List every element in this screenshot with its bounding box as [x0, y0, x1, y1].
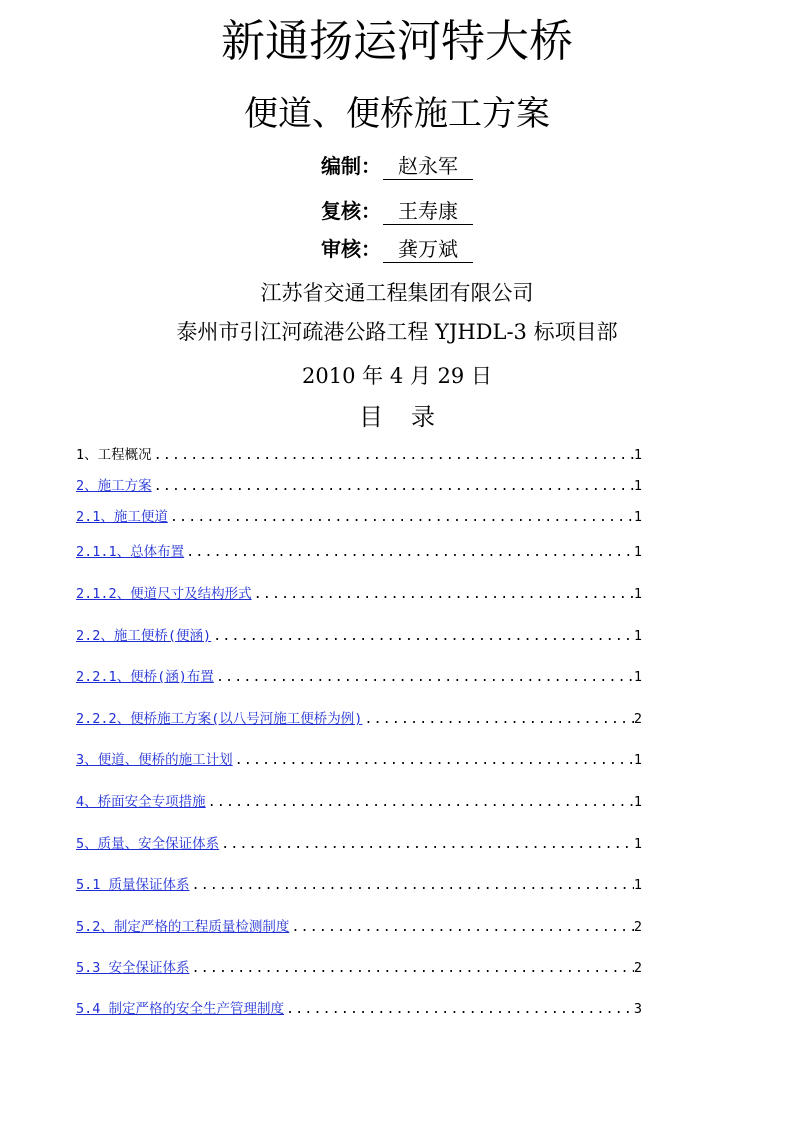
- toc-entry-title: 1、工程概况: [76, 447, 152, 463]
- toc-dot-leader: [190, 876, 634, 894]
- approver-name: 龚万斌: [383, 236, 473, 263]
- toc-dot-leader: [233, 751, 634, 769]
- toc-entry-title[interactable]: 5.2、制定严格的工程质量检测制度: [76, 919, 290, 935]
- toc-entry-title[interactable]: 2.2、施工便桥(便涵): [76, 628, 212, 644]
- toc-dot-leader: [214, 668, 634, 686]
- toc-entry-title[interactable]: 5.1 质量保证体系: [76, 877, 190, 893]
- company-name: 江苏省交通工程集团有限公司: [260, 281, 534, 305]
- toc-page-number: 1: [633, 877, 642, 893]
- toc-page-number: 3: [633, 1001, 642, 1017]
- toc-entry-title[interactable]: 2.2.2、便桥施工方案(以八号河施工便桥为例): [76, 711, 363, 727]
- reviewer-name: 王寿康: [383, 198, 473, 225]
- toc-dot-leader: [168, 508, 634, 526]
- toc-entry[interactable]: [76, 710, 642, 728]
- compiler-name: 赵永军: [383, 153, 473, 180]
- approver-line: [0, 236, 794, 263]
- toc-page-number: 1: [633, 669, 642, 685]
- toc-entry[interactable]: [76, 585, 642, 603]
- toc-dot-leader: [206, 793, 634, 811]
- toc-entry: [76, 446, 642, 464]
- toc-entry-title[interactable]: 5.3 安全保证体系: [76, 960, 190, 976]
- toc-dot-leader: [252, 585, 634, 603]
- toc-entry-title[interactable]: 5.4 制定严格的安全生产管理制度: [76, 1001, 285, 1017]
- toc-dot-leader: [152, 477, 634, 495]
- toc-page-number: 1: [633, 478, 642, 494]
- toc-page-number: 2: [633, 711, 642, 727]
- reviewer-role: 复核：: [321, 199, 381, 223]
- toc-page-number: 1: [633, 447, 642, 463]
- toc-entry[interactable]: [76, 1000, 642, 1018]
- toc-entry[interactable]: [76, 793, 642, 811]
- toc-page-number: 1: [633, 628, 642, 644]
- toc-page-number: 1: [633, 544, 642, 560]
- toc-entry-title[interactable]: 4、桥面安全专项措施: [76, 794, 206, 810]
- toc-entry[interactable]: [76, 835, 642, 853]
- toc-entry[interactable]: [76, 876, 642, 894]
- document-date: 2010 年 4 月 29 日: [302, 364, 492, 388]
- toc-page-number: 2: [633, 960, 642, 976]
- toc-entry[interactable]: [76, 959, 642, 977]
- toc-page-number: 2: [633, 919, 642, 935]
- toc-entry-title[interactable]: 2.1.2、便道尺寸及结构形式: [76, 586, 252, 602]
- toc-entry-title[interactable]: 2.2.1、便桥(涵)布置: [76, 669, 214, 685]
- toc-entry-title[interactable]: 3、便道、便桥的施工计划: [76, 752, 233, 768]
- toc-dot-leader: [219, 835, 634, 853]
- toc-entry-title[interactable]: 2、施工方案: [76, 478, 152, 494]
- toc-entry[interactable]: [76, 627, 642, 645]
- toc-entry-title[interactable]: 2.1、施工便道: [76, 509, 168, 525]
- toc-entry[interactable]: [76, 751, 642, 769]
- toc-dot-leader: [211, 627, 634, 645]
- toc-page-number: 1: [633, 509, 642, 525]
- toc-entry[interactable]: [76, 543, 642, 561]
- toc-entry[interactable]: [76, 477, 642, 495]
- toc-entry[interactable]: [76, 508, 642, 526]
- toc-entry-title[interactable]: 5、质量、安全保证体系: [76, 836, 220, 852]
- toc-dot-leader: [152, 446, 634, 464]
- toc-page-number: 1: [633, 586, 642, 602]
- toc-entry-title[interactable]: 2.1.1、总体布置: [76, 544, 185, 560]
- toc-page-number: 1: [633, 752, 642, 768]
- toc-dot-leader: [289, 918, 633, 936]
- toc-dot-leader: [362, 710, 633, 728]
- document-subtitle: 便道、便桥施工方案: [244, 94, 550, 134]
- toc-entry[interactable]: [76, 918, 642, 936]
- compiler-role: 编制：: [321, 154, 381, 178]
- toc-heading: 目录: [359, 403, 463, 431]
- toc-page-number: 1: [633, 794, 642, 810]
- reviewer-line: [0, 198, 794, 225]
- compiler-line: [0, 153, 794, 180]
- toc-entry[interactable]: [76, 668, 642, 686]
- toc-dot-leader: [190, 959, 634, 977]
- toc-page-number: 1: [633, 836, 642, 852]
- approver-role: 审核：: [321, 237, 381, 261]
- toc-dot-leader: [284, 1000, 634, 1018]
- project-department: 泰州市引江河疏港公路工程 YJHDL-3 标项目部: [176, 320, 618, 344]
- document-title: 新通扬运河特大桥: [221, 16, 573, 67]
- toc-dot-leader: [184, 543, 634, 561]
